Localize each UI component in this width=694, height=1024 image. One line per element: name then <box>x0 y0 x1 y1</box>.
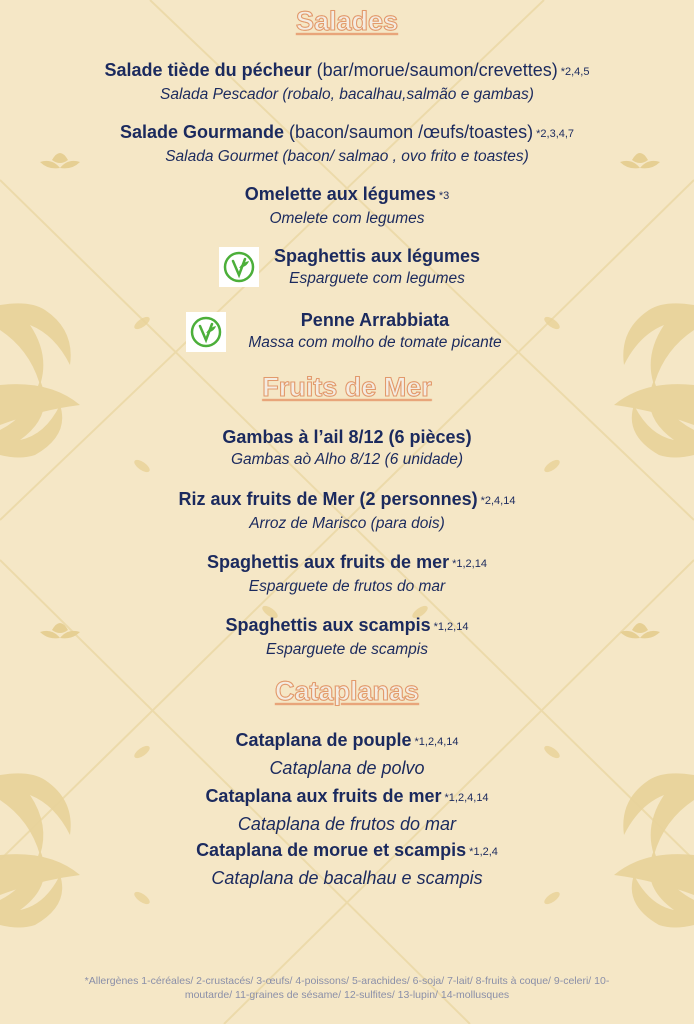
menu-item <box>0 837 694 891</box>
allergen-legend <box>40 974 654 1002</box>
allergen-legend-line: *Allergènes 1-céréales/ 2-crustacés/ 3-œufs/ 4-poissons/ 5-arachides/ 6-soja/ 7-lait/ 8-fruits à coque/ 9-celeri/ 10- <box>84 975 610 987</box>
menu-item <box>28 308 694 354</box>
dish-name: Riz aux fruits de Mer (2 personnes) <box>178 489 478 509</box>
menu-item <box>0 182 694 230</box>
dish-name: Cataplana de morue et scampis <box>196 840 467 860</box>
menu-item <box>0 58 694 106</box>
menu-item <box>0 120 694 168</box>
allergen-codes: *2,3,4,7 <box>536 128 575 140</box>
allergen-codes: *2,4,5 <box>560 66 590 78</box>
allergen-codes: *3 <box>438 190 450 202</box>
menu-item <box>30 244 694 290</box>
menu-item <box>0 487 694 535</box>
section-title-fruits-de-mer: Fruits de Mer <box>262 372 432 402</box>
menu-item <box>0 727 694 781</box>
menu-item <box>0 550 694 598</box>
dish-translation: Esparguete de frutos do mar <box>248 578 446 595</box>
allergen-legend-line: moutarde/ 11-graines de sésame/ 12-sulfites/ 13-lupin/ 14-mollusques <box>184 989 510 1001</box>
dish-name: Salade Gourmande <box>119 122 284 142</box>
dish-name: Spaghettis aux légumes <box>273 246 481 266</box>
dish-translation: Salada Pescador (robalo, bacalhau,salmão e gambas) <box>160 86 534 103</box>
allergen-codes: *1,2,4,14 <box>414 736 459 748</box>
dish-translation: Cataplana de polvo <box>269 758 425 778</box>
allergen-codes: *2,4,14 <box>480 495 516 507</box>
menu-item <box>0 425 694 471</box>
section-title-cataplanas: Cataplanas <box>274 676 420 706</box>
dish-translation: Salada Gourmet (bacon/ salmao , ovo frito e toastes) <box>165 148 529 165</box>
dish-translation: Arroz de Marisco (para dois) <box>249 515 445 532</box>
allergen-codes: *1,2,4,14 <box>444 792 489 804</box>
dish-detail: (bacon/saumon /œufs/toastes) <box>289 122 534 142</box>
section-title-salades: Salades <box>295 6 399 36</box>
dish-name: Cataplana de pouple <box>235 730 412 750</box>
allergen-codes: *1,2,14 <box>433 621 469 633</box>
dish-name: Penne Arrabbiata <box>300 310 450 330</box>
allergen-codes: *1,2,14 <box>452 558 487 570</box>
allergen-codes: *1,2,4 <box>469 846 498 858</box>
dish-translation: Esparguete de scampis <box>266 641 428 658</box>
dish-name: Omelette aux légumes <box>244 184 436 204</box>
dish-translation: Esparguete com legumes <box>289 270 465 287</box>
menu-item <box>0 783 694 837</box>
dish-detail: (bar/morue/saumon/crevettes) <box>316 60 558 80</box>
dish-translation: Cataplana de frutos do mar <box>237 814 457 834</box>
dish-translation: Gambas aò Alho 8/12 (6 unidade) <box>230 451 464 468</box>
dish-name: Spaghettis aux scampis <box>225 615 431 635</box>
menu-item <box>0 613 694 661</box>
dish-name: Salade tiède du pécheur <box>104 60 312 80</box>
dish-translation: Omelete com legumes <box>269 210 425 227</box>
dish-name: Cataplana aux fruits de mer <box>205 786 442 806</box>
dish-name: Spaghettis aux fruits de mer <box>207 552 450 572</box>
dish-translation: Cataplana de bacalhau e scampis <box>211 868 483 888</box>
dish-name: Gambas à l’ail 8/12 (6 pièces) <box>222 427 472 447</box>
dish-translation: Massa com molho de tomate picante <box>248 334 502 351</box>
